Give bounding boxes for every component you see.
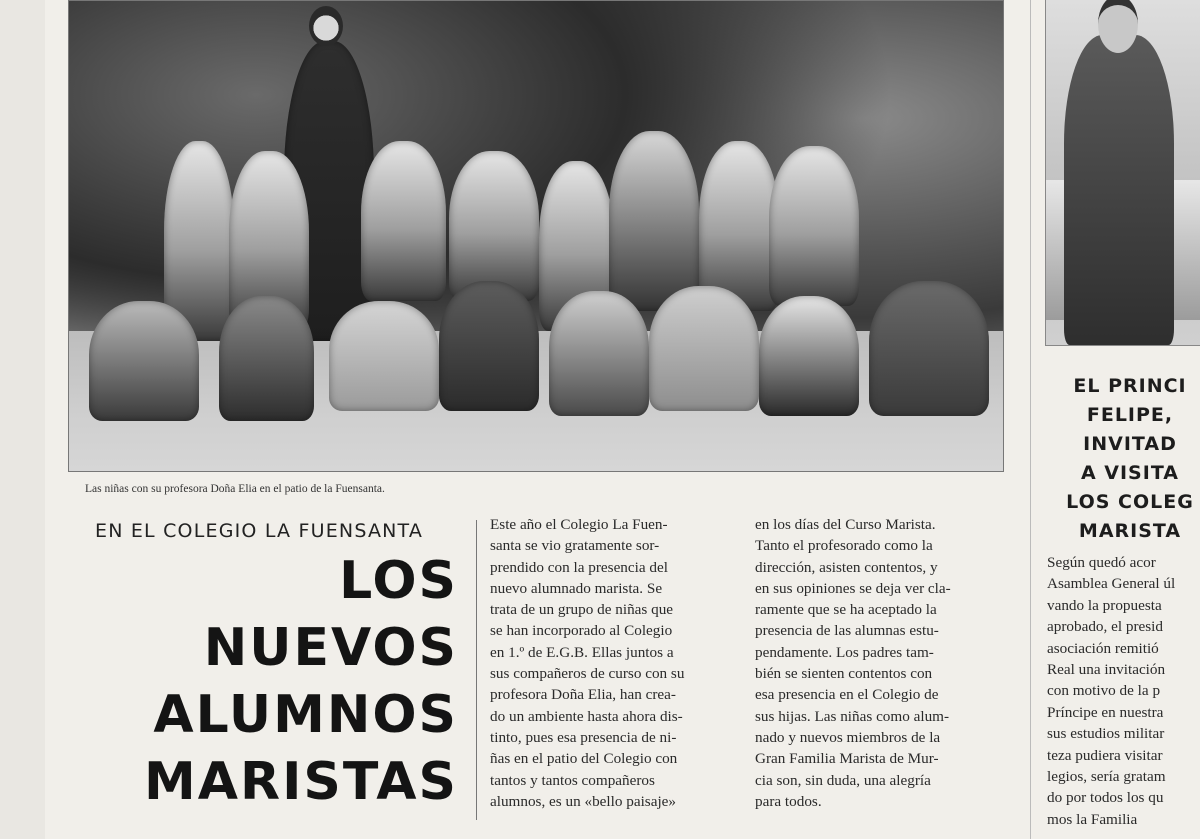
text-line: ramente que se ha aceptado la — [755, 601, 937, 619]
text-line: prendido con la presencia del — [490, 558, 668, 576]
student-figure — [329, 301, 439, 411]
text-line: sus compañeros de curso con su — [490, 665, 685, 683]
text-line: Este año el Colegio La Fuen- — [490, 516, 668, 533]
headline-line: NUEVOS — [203, 618, 458, 678]
text-line: trata de un grupo de niñas que — [490, 601, 674, 619]
text-line: Gran Familia Marista de Mur- — [755, 750, 939, 768]
side-headline-line: FELIPE, — [1086, 404, 1174, 426]
student-figure — [759, 296, 859, 416]
text-line: en 1.º de E.G.B. Ellas juntos a — [490, 643, 674, 661]
text-line: profesora Doña Elia, han crea- — [490, 686, 676, 704]
text-line: asociación remitió — [1047, 639, 1159, 657]
text-line: en los días del Curso Marista. — [755, 516, 936, 533]
text-line: sus estudios militar — [1047, 725, 1165, 743]
side-headline-line: EL PRINCI — [1073, 375, 1187, 397]
text-line: nuevo alumnado marista. Se — [490, 579, 663, 597]
text-line: Príncipe en nuestra — [1047, 703, 1164, 721]
student-figure — [869, 281, 989, 416]
article-headline — [60, 548, 458, 816]
side-article-headline — [1050, 372, 1200, 546]
text-line: Tanto el profesorado como la — [755, 537, 933, 555]
text-line: para todos. — [755, 792, 822, 810]
headline-line: ALUMNOS — [153, 685, 458, 745]
headline-line: MARISTAS — [144, 752, 458, 812]
text-line: pendamente. Los padres tam- — [755, 643, 934, 661]
student-figure — [609, 131, 699, 311]
text-line: Asamblea General úl — [1047, 575, 1176, 593]
text-line: nado y nuevos miembros de la — [755, 728, 941, 746]
text-line: vando la propuesta — [1047, 596, 1162, 614]
student-figure — [439, 281, 539, 411]
column-divider-right — [1030, 0, 1031, 839]
headline-line: LOS — [339, 551, 458, 611]
student-figure — [449, 151, 539, 301]
side-headline-line: MARISTA — [1078, 520, 1182, 542]
column-divider — [476, 520, 477, 820]
side-article-text — [1047, 552, 1200, 830]
text-line: Real una invitación — [1047, 661, 1166, 679]
text-line: do por todos los qu — [1047, 789, 1164, 807]
article-column-1 — [490, 514, 720, 812]
text-line: santa se vio gratamente sor- — [490, 537, 660, 555]
text-line: cia son, sin duda, una alegría — [755, 771, 931, 789]
side-headline-line: INVITAD — [1083, 433, 1177, 455]
teacher-head — [309, 6, 343, 46]
photo-caption: Las niñas con su profesora Doña Elia en el patio de la Fuensanta. — [85, 483, 385, 495]
text-line: mos la Familia — [1047, 810, 1138, 828]
text-line: esa presencia en el Colegio de — [755, 686, 939, 704]
side-headline-line: LOS COLEG — [1066, 491, 1194, 513]
text-line: dirección, asisten contentos, y — [755, 558, 938, 576]
text-line: Según quedó acor — [1047, 554, 1156, 571]
article-column-2 — [755, 514, 985, 812]
text-line: teza pudiera visitar — [1047, 746, 1163, 764]
text-line: presencia de las alumnas estu- — [755, 622, 939, 640]
text-line: se han incorporado al Colegio — [490, 622, 673, 640]
student-figure — [649, 286, 759, 411]
text-line: ñas en el patio del Colegio con — [490, 750, 678, 768]
student-figure — [769, 146, 859, 306]
prince-photo — [1045, 0, 1200, 346]
student-figure — [219, 296, 314, 421]
text-line: con motivo de la p — [1047, 682, 1161, 700]
text-line: tantos y tantos compañeros — [490, 771, 655, 789]
text-line: alumnos, es un «bello paisaje» — [490, 792, 677, 810]
side-headline-line: A VISITA — [1080, 462, 1180, 484]
text-line: bién se sienten contentos con — [755, 665, 933, 683]
student-figure — [361, 141, 446, 301]
text-line: legios, sería gratam — [1047, 768, 1166, 786]
student-figure — [89, 301, 199, 421]
text-line: en sus opiniones se deja ver cla- — [755, 579, 951, 597]
text-line: tinto, pues esa presencia de ni- — [490, 728, 677, 746]
prince-figure — [1064, 35, 1174, 345]
text-line: do un ambiente hasta ahora dis- — [490, 707, 683, 725]
student-figure — [549, 291, 649, 416]
text-line: sus hijas. Las niñas como alum- — [755, 707, 950, 725]
text-line: aprobado, el presid — [1047, 618, 1163, 636]
article-kicker: EN EL COLEGIO LA FUENSANTA — [95, 520, 424, 542]
group-photo — [68, 0, 1004, 472]
